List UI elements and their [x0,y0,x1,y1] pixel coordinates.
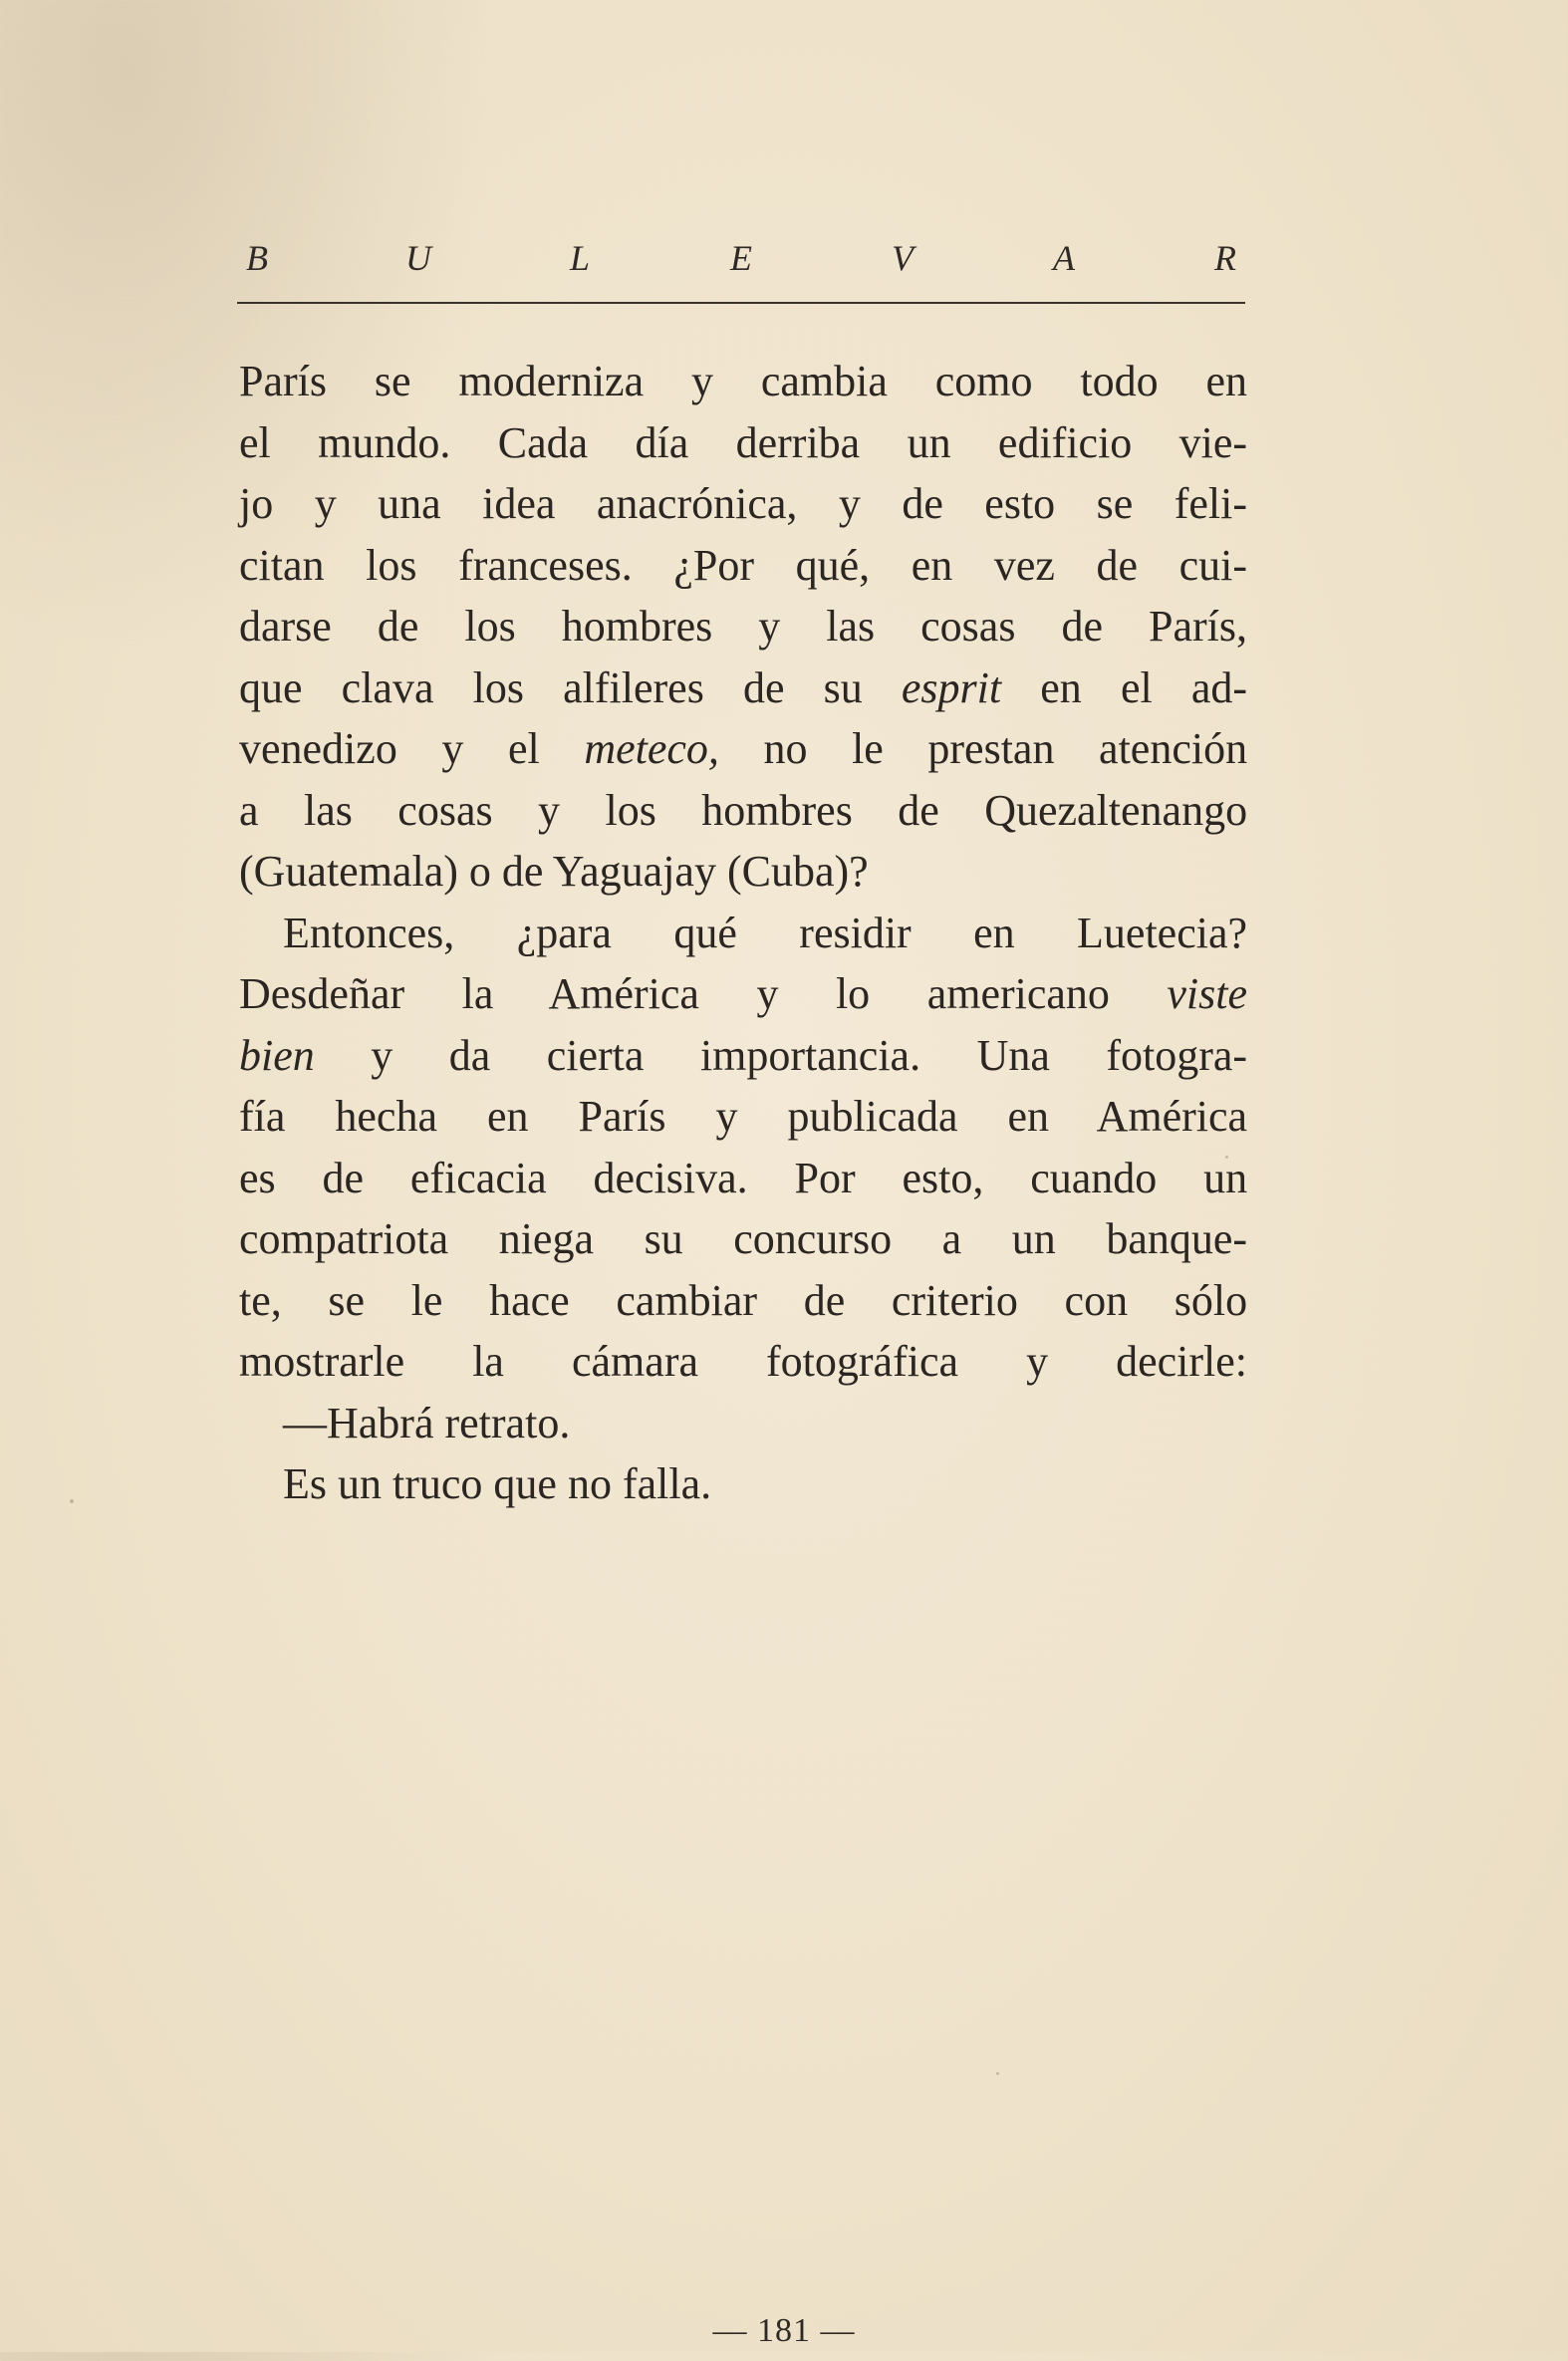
text-word: qué [673,908,737,957]
text-word: sólo [1174,1275,1248,1325]
text-word: falla. [622,1459,712,1508]
text-word: a [239,785,259,835]
text-word: no [567,1459,612,1508]
text-word: anacrónica, [596,479,798,528]
text-word: los [472,662,524,712]
text-word: mundo. [318,417,451,467]
text-word: y [756,969,779,1018]
text-word: retrato. [444,1398,571,1447]
text-line [239,1331,1247,1393]
text-word: Luetecia? [1077,908,1248,957]
text-word: es [239,1153,276,1202]
text-word: cui- [1178,540,1248,590]
text-word: jo [239,479,274,528]
running-head-letter: V [892,238,914,278]
text-word: ¿para [516,908,612,957]
text-word: publicada [787,1092,958,1141]
text-line [239,1208,1247,1270]
text-word: edificio [997,417,1133,467]
paper-speck [70,1499,74,1503]
text-word: de [803,1275,846,1325]
text-word: el [1120,662,1153,712]
text-word: su [644,1214,683,1263]
text-word: el [507,724,540,773]
text-line [239,535,1247,597]
text-word: te, [239,1275,282,1325]
text-line [239,1086,1247,1148]
text-word: fía [239,1092,286,1141]
text-word: de [322,1153,365,1202]
text-word: cámara [572,1337,698,1386]
text-word: en [1040,662,1082,712]
text-word: las [303,785,353,835]
text-word: esto, [902,1153,984,1202]
text-word: París [578,1092,666,1141]
text-word: de [902,479,943,528]
text-line [239,1270,1247,1332]
text-word: bien [239,1030,315,1080]
text-word: —Habrá [283,1398,434,1447]
text-word: de [898,785,939,835]
running-head-letter: U [405,238,431,278]
text-word: (Guatemala) [239,847,458,896]
text-line [239,657,1247,719]
text-word: da [448,1030,491,1080]
text-word: eficacia [409,1153,547,1202]
text-word: en [973,908,1015,957]
text-word: citan [239,540,325,590]
running-head-letter: E [730,238,752,278]
text-word: mostrarle [239,1337,405,1386]
text-word: París, [1149,602,1247,651]
text-word: en [486,1092,529,1141]
text-word: esto [984,479,1056,528]
text-word: cosas [397,785,493,835]
text-line [239,1393,1247,1454]
text-word: la [461,969,494,1018]
text-word: cambia [760,357,888,405]
text-word: idea [482,479,556,528]
text-word: y [538,785,561,835]
text-word: hace [489,1275,570,1325]
text-word: de [501,847,544,896]
text-word: todo [1080,357,1159,405]
text-word: un [1011,1214,1056,1263]
text-word: cuando [1030,1153,1158,1202]
text-word: truco [392,1459,483,1508]
text-word: fotogra- [1106,1030,1248,1080]
text-word: y [758,602,781,651]
text-word: un [907,417,951,467]
text-word: las [826,602,876,651]
text-line [239,351,1247,412]
text-word: los [464,602,516,651]
text-word: derriba [735,417,861,467]
text-word: y [838,479,861,528]
text-word: atención [1099,724,1248,773]
text-word: América [1096,1092,1248,1141]
text-word: moderniza [458,357,645,405]
text-word: cosas [920,602,1016,651]
text-word: americano [926,969,1110,1018]
paper-speck [996,2072,999,2075]
text-word: que [493,1459,557,1508]
text-word: y [441,724,464,773]
text-line [239,473,1247,535]
text-word: residir [799,908,912,957]
text-word: y [715,1092,738,1141]
text-line [239,841,1247,903]
text-word: hecha [335,1092,437,1141]
text-word: y [371,1030,393,1080]
text-word: una [378,479,441,528]
text-word: cierta [546,1030,645,1080]
text-line [239,1025,1247,1087]
text-word: decirle: [1116,1337,1248,1386]
text-word: Por [794,1153,856,1202]
text-word: un [1203,1153,1248,1202]
text-word: alfileres [563,662,704,712]
text-word: niega [498,1214,594,1263]
text-word: como [934,357,1033,405]
text-word: lo [835,969,871,1018]
text-word: venedizo [239,724,397,773]
text-word: prestan [927,724,1055,773]
text-word: Yaguajay [552,847,716,896]
text-word: Quezaltenango [984,785,1248,835]
page-number [635,2311,933,2361]
text-word: la [472,1337,504,1386]
text-word: los [366,540,417,590]
text-word: de [377,602,419,651]
text-word: ¿Por [673,540,754,590]
running-head-letter: L [569,238,591,278]
text-word: su [823,662,863,712]
paper-speck [1225,1156,1228,1159]
text-line [239,412,1247,474]
text-line [239,963,1247,1025]
text-word: meteco, [584,724,719,773]
text-word: importancia. [699,1030,921,1080]
text-word: en [1007,1092,1050,1141]
running-head-letter: R [1214,238,1236,278]
text-word: de [1061,602,1103,651]
text-line [239,1148,1247,1209]
text-line [239,1453,1247,1515]
text-word: Desdeñar [239,969,405,1018]
text-word: fotográfica [766,1337,959,1386]
text-word: un [338,1459,382,1508]
header-rule [237,302,1245,304]
text-word: le [852,724,884,773]
text-word: con [1064,1275,1129,1325]
text-word: decisiva. [593,1153,748,1202]
text-word: vie- [1178,417,1248,467]
text-word: concurso [733,1214,893,1263]
text-word: le [410,1275,443,1325]
text-word: los [605,785,656,835]
text-word: de [742,662,785,712]
text-word: en [911,540,953,590]
text-word: América [548,969,699,1018]
text-word: Entonces, [283,908,455,957]
running-head [237,237,1245,277]
text-word: se [374,357,411,405]
text-line [239,780,1247,842]
text-word: criterio [891,1275,1018,1325]
running-head-letter: B [246,238,268,278]
text-word: hombres [701,785,853,835]
text-word: en [1205,357,1248,405]
text-word: esprit [901,662,1002,712]
text-word: o [468,847,491,896]
text-word: ad- [1190,662,1248,712]
text-word: día [635,417,689,467]
text-word: y [314,479,337,528]
text-word: se [1096,479,1134,528]
text-word: de [1096,540,1139,590]
running-head-letter: A [1053,238,1075,278]
text-word: París [239,357,327,405]
text-word: feli- [1174,479,1248,528]
text-word: Una [976,1030,1050,1080]
text-word: a [941,1214,962,1263]
page-number-text: — 181 — [712,2312,856,2349]
text-word: darse [239,602,332,651]
text-word: compatriota [239,1214,449,1263]
text-word: qué, [795,540,871,590]
text-line [239,596,1247,657]
text-word: y [690,357,713,405]
text-word: (Cuba)? [726,847,869,896]
text-word: viste [1167,969,1248,1018]
body-text [239,351,1247,1515]
text-word: cambiar [616,1275,758,1325]
text-line [239,903,1247,964]
text-word: vez [993,540,1055,590]
text-word: que [239,662,303,712]
text-word: Es [283,1459,327,1508]
text-word: hombres [561,602,713,651]
text-word: el [239,417,271,467]
text-word: y [1026,1337,1049,1386]
text-word: no [763,724,808,773]
text-word: Cada [497,417,589,467]
text-word: clava [341,662,434,712]
text-word: se [328,1275,366,1325]
text-word: banque- [1106,1214,1248,1263]
text-word: franceses. [458,540,633,590]
text-line [239,718,1247,780]
